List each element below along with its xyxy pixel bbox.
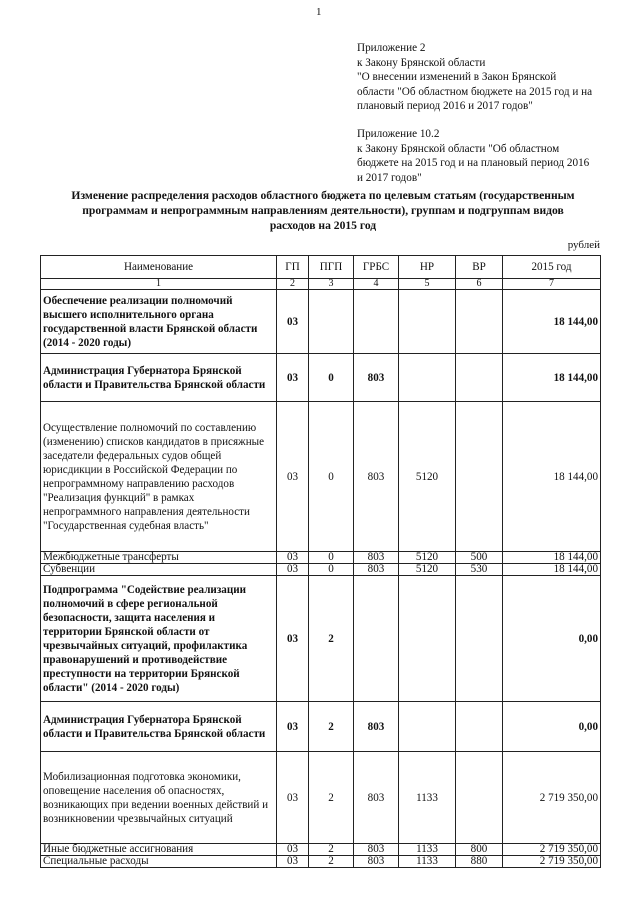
- column-number: 6: [456, 279, 503, 290]
- row-gp: 03: [277, 856, 309, 868]
- row-vr: [456, 576, 503, 702]
- row-grbs: 803: [354, 354, 399, 402]
- row-pgp: 2: [309, 702, 354, 752]
- row-grbs: 803: [354, 752, 399, 844]
- table-row: [41, 844, 601, 856]
- appendix-2-line: плановый период 2016 и 2017 годов": [357, 100, 533, 113]
- table-header-row: [41, 256, 601, 279]
- row-grbs: 803: [354, 402, 399, 552]
- appendix-10-2-line: бюджете на 2015 год и на плановый период 2016: [357, 157, 590, 170]
- row-gp: 03: [277, 702, 309, 752]
- row-nr: 1133: [399, 752, 456, 844]
- column-number: 1: [41, 279, 277, 290]
- document-title: Изменение распределения расходов областного бюджета по целевым статьям (государственным программам и непрограммным направлениям деятельности), группам и подгруппам видов расходов на 2015 год: [71, 189, 575, 232]
- row-name: Обеспечение реализации полномочий высшего исполнительного органа государственной власти Брянской области (2014 - 2020 годы): [41, 290, 277, 354]
- row-amount: 0,00: [503, 702, 601, 752]
- row-name: Мобилизационная подготовка экономики, оповещение населения об опасностях, возникающих при ведении военных действий и возникновении чрезвычайных ситуаций: [41, 752, 277, 844]
- units-label: рублей: [567, 239, 600, 251]
- row-amount: 18 144,00: [503, 402, 601, 552]
- row-grbs: [354, 290, 399, 354]
- row-amount: 18 144,00: [503, 354, 601, 402]
- row-name: Иные бюджетные ассигнования: [41, 844, 277, 856]
- row-vr: 500: [456, 552, 503, 564]
- column-number: 3: [309, 279, 354, 290]
- row-pgp: 0: [309, 552, 354, 564]
- column-number: 5: [399, 279, 456, 290]
- header-vr: ВР: [456, 256, 503, 279]
- row-grbs: 803: [354, 552, 399, 564]
- row-pgp: [309, 290, 354, 354]
- table-row: [41, 856, 601, 868]
- column-number-row: [41, 279, 601, 290]
- row-nr: 5120: [399, 552, 456, 564]
- budget-table: [40, 255, 601, 868]
- row-vr: [456, 290, 503, 354]
- header-amount: 2015 год: [503, 256, 601, 279]
- row-amount: 18 144,00: [503, 552, 601, 564]
- row-amount: 2 719 350,00: [503, 752, 601, 844]
- row-name: Администрация Губернатора Брянской области и Правительства Брянской области: [41, 354, 277, 402]
- row-nr: 5120: [399, 564, 456, 576]
- header-nr: НР: [399, 256, 456, 279]
- row-nr: [399, 354, 456, 402]
- appendix-2-line: области "Об областном бюджете на 2015 год и на: [357, 85, 593, 98]
- row-name: Специальные расходы: [41, 856, 277, 868]
- table-row: [41, 290, 601, 354]
- row-grbs: 803: [354, 856, 399, 868]
- row-grbs: 803: [354, 702, 399, 752]
- row-gp: 03: [277, 290, 309, 354]
- table-row: [41, 576, 601, 702]
- header-gp: ГП: [277, 256, 309, 279]
- page-number: 1: [316, 6, 322, 18]
- row-pgp: 2: [309, 576, 354, 702]
- row-vr: 800: [456, 844, 503, 856]
- row-nr: 1133: [399, 856, 456, 868]
- row-gp: 03: [277, 402, 309, 552]
- row-nr: [399, 702, 456, 752]
- appendix-10-2-line: и 2017 годов": [357, 171, 422, 184]
- row-gp: 03: [277, 564, 309, 576]
- row-vr: 530: [456, 564, 503, 576]
- appendix-10-2-line: к Закону Брянской области "Об областном: [357, 142, 560, 155]
- row-gp: 03: [277, 844, 309, 856]
- header-grbs: ГРБС: [354, 256, 399, 279]
- column-number: 4: [354, 279, 399, 290]
- row-name: Администрация Губернатора Брянской области и Правительства Брянской области: [41, 702, 277, 752]
- row-vr: [456, 402, 503, 552]
- row-vr: [456, 702, 503, 752]
- row-name: Осуществление полномочий по составлению (изменению) списков кандидатов в присяжные заседатели федеральных судов общей юрисдикции в Российской Федерации по непрограммному направлению расходов "Реализация функций" в рамках непрограммного направления деятельности "Государственная судебная власть": [41, 402, 277, 552]
- row-grbs: 803: [354, 564, 399, 576]
- row-vr: [456, 354, 503, 402]
- row-pgp: 0: [309, 402, 354, 552]
- table-row: [41, 564, 601, 576]
- row-name: Межбюджетные трансферты: [41, 552, 277, 564]
- row-name: Субвенции: [41, 564, 277, 576]
- row-nr: [399, 290, 456, 354]
- row-pgp: 0: [309, 564, 354, 576]
- row-amount: 2 719 350,00: [503, 844, 601, 856]
- row-amount: 2 719 350,00: [503, 856, 601, 868]
- row-grbs: [354, 576, 399, 702]
- header-pgp: ПГП: [309, 256, 354, 279]
- table-row: [41, 402, 601, 552]
- appendix-2-line: к Закону Брянской области: [357, 56, 486, 69]
- row-pgp: 0: [309, 354, 354, 402]
- column-number: 7: [503, 279, 601, 290]
- row-vr: 880: [456, 856, 503, 868]
- table-row: [41, 354, 601, 402]
- row-nr: 1133: [399, 844, 456, 856]
- row-pgp: 2: [309, 844, 354, 856]
- row-gp: 03: [277, 552, 309, 564]
- appendix-10-2-header: [357, 127, 622, 185]
- row-name: Подпрограмма "Содействие реализации полномочий в сфере региональной безопасности, защита населения и территории Брянской области от чрезвычайных ситуаций, профилактика правонарушений и противодействие преступности на территории Брянской области" (2014 - 2020 годы): [41, 576, 277, 702]
- appendix-10-2-line: Приложение 10.2: [357, 128, 440, 140]
- row-pgp: 2: [309, 856, 354, 868]
- appendix-2-header: [357, 41, 622, 114]
- column-number: 2: [277, 279, 309, 290]
- header-name: Наименование: [41, 256, 277, 279]
- row-nr: 5120: [399, 402, 456, 552]
- row-gp: 03: [277, 576, 309, 702]
- table-row: [41, 752, 601, 844]
- row-amount: 0,00: [503, 576, 601, 702]
- row-amount: 18 144,00: [503, 564, 601, 576]
- table-row: [41, 552, 601, 564]
- table-row: [41, 702, 601, 752]
- row-vr: [456, 752, 503, 844]
- row-amount: 18 144,00: [503, 290, 601, 354]
- row-gp: 03: [277, 752, 309, 844]
- appendix-2-line: "О внесении изменений в Закон Брянской: [357, 71, 557, 84]
- appendix-2-line: Приложение 2: [357, 42, 426, 54]
- row-nr: [399, 576, 456, 702]
- row-gp: 03: [277, 354, 309, 402]
- row-grbs: 803: [354, 844, 399, 856]
- row-pgp: 2: [309, 752, 354, 844]
